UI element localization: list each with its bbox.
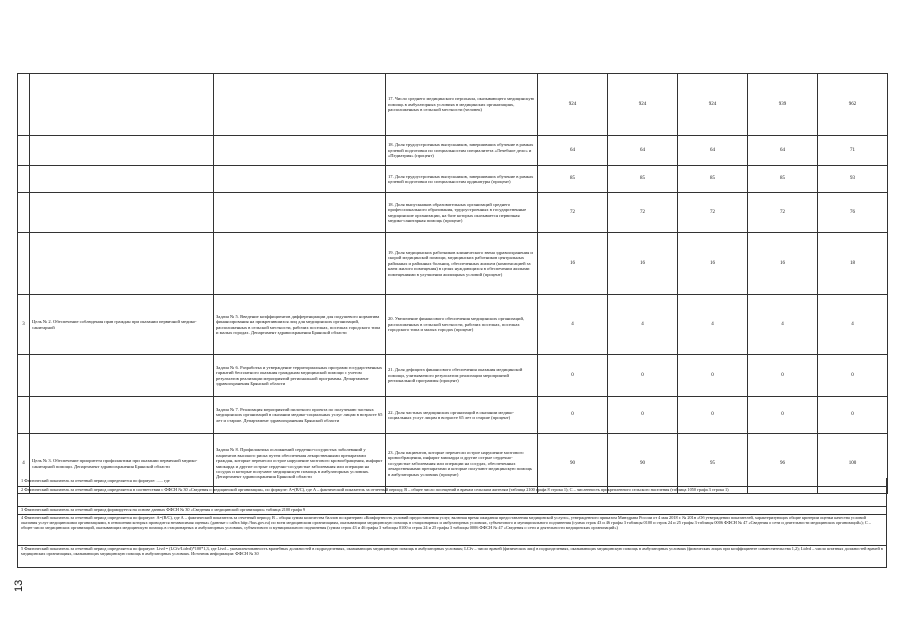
row-index-cell <box>18 193 30 233</box>
goal-cell <box>30 136 214 166</box>
value-cell: 71 <box>818 136 888 166</box>
table-row <box>18 136 888 166</box>
task-cell <box>214 233 386 295</box>
value-cell: 85 <box>538 166 608 193</box>
table-row <box>18 397 888 434</box>
footnote-2: 2 Фактический показатель за отчетный период определяется в соответствии с ФФСН № 30 «Сведения о медицинской организации», по формуле: А=(В/С), где А – фактический показатель за отчетный период; В – общее число посещений в врачам сельским жителям (таблица 2100 графа 8 строка 1); С – численность прикрепленного сельского населения (таблица 1050 графа 3 строка 1) <box>17 487 887 507</box>
value-cell: 0 <box>608 355 678 397</box>
goal-cell <box>30 355 214 397</box>
goal-cell <box>30 233 214 295</box>
value-cell: 90 <box>538 434 608 494</box>
table-row <box>18 295 888 355</box>
value-cell: 16 <box>538 233 608 295</box>
value-cell: 85 <box>748 166 818 193</box>
value-cell: 64 <box>748 136 818 166</box>
value-cell: 4 <box>748 295 818 355</box>
goal-cell: Цель № 2. Обеспечение соблюдения прав граждан при оказании первичной медико-санитарной <box>30 295 214 355</box>
indicator-cell: 21. Доля дефицита финансового обеспечения оказания медицинской помощи, учитываемого результатом реализации мероприятий региональной программы (процент) <box>386 355 538 397</box>
value-cell: 72 <box>748 193 818 233</box>
value-cell: 962 <box>818 74 888 136</box>
value-cell: 85 <box>608 166 678 193</box>
value-cell: 72 <box>678 193 748 233</box>
value-cell: 76 <box>818 193 888 233</box>
indicator-cell: 23. Доля пациентов, которые перенесли острое нарушение мозгового кровообращения, инфаркт миокарда и другие острые сердечно-сосудистые заболевания или операции на сосудах, обеспеченных лекарственными препаратами и которые получают медицинскую помощь в амбулаторных условиях (процент) <box>386 434 538 494</box>
table-row <box>18 233 888 295</box>
value-cell: 924 <box>678 74 748 136</box>
footnote-3: 3 Фактический показатель за отчетный период формируется на основе данных ФФСН № 30 «Сведения о медицинской организации» таблица 2100 графа 9 <box>17 507 887 515</box>
task-cell: Задача № 6. Разработка и утверждение территориальных программ государственных гарантий бесплатного оказания гражданам медицинской помощи с учетом результатов реализации мероприятий региональной программы. Департамент здравоохранения Брянской области <box>214 355 386 397</box>
value-cell: 0 <box>748 397 818 434</box>
task-cell <box>214 193 386 233</box>
value-cell: 93 <box>818 166 888 193</box>
indicators-table <box>17 73 888 494</box>
value-cell: 95 <box>678 434 748 494</box>
footnote-1: 1 Фактический показатель за отчетный период определяется по формуле: ...... где <box>17 478 887 487</box>
table-row <box>18 355 888 397</box>
value-cell: 0 <box>678 397 748 434</box>
task-cell <box>214 166 386 193</box>
task-cell: Задача № 5. Введение коэффициентов дифференциации для подушевого норматива финансирования на прикрепившихся лиц для медицинских организаций, расположенных в сельской местности, рабочих поселках, поселках городского типа и малых городах. Департамент здравоохранения Брянской области <box>214 295 386 355</box>
value-cell: 924 <box>538 74 608 136</box>
value-cell: 16 <box>748 233 818 295</box>
value-cell: 72 <box>538 193 608 233</box>
footnote-5: 5 Фактический показатель за отчетный период определяется по формуле: Ltvd = (LCfv/Ltdvd)*100*1,3, где Ltvd – укомплектованность врачебных должностей в подразделениях, оказывающих медицинскую помощь в амбулаторных условиях; LCfv – число врачей (физических лиц) в подразделениях, оказывающих медицинскую помощь в амбулаторных условиях (физических лицах при коэффициенте совместительства 1,2); Ltdvd – число штатных должностей врачей в медицинских организациях, оказывающих медицинскую помощь в амбулаторных условиях. Источник информации: ФФСН № 30 <box>17 546 887 568</box>
value-cell: 64 <box>678 136 748 166</box>
goal-cell <box>30 74 214 136</box>
page-number: 13 <box>13 579 25 592</box>
indicator-cell: 17. Доля трудоустроенных выпускников, завершивших обучение в рамках целевой подготовки по специальностям ординатуры (процент) <box>386 166 538 193</box>
value-cell: 4 <box>818 295 888 355</box>
goal-cell <box>30 193 214 233</box>
value-cell: 72 <box>608 193 678 233</box>
goal-cell: Цель № 3. Обеспечение приоритета профилактики при оказании первичной медико-санитарной помощи. Департамент здравоохранения Брянской области <box>30 434 214 494</box>
table-row <box>18 166 888 193</box>
row-index-cell <box>18 397 30 434</box>
indicator-cell: 19. Доля медицинских работников клинического звена здравоохранения и скорой медицинской помощи, медицинских работников центральных районных и районных больниц, обеспеченных жильем (компенсацией за наем жилого помещения) в целях нуждающихся в обеспечении жилыми помещениями в улучшении жилищных условий (процент) <box>386 233 538 295</box>
footnote-4: 4 Фактический показатель за отчетный период определяется по формуле: А=(В/С), где А – фактический показатель за отчетный период; В – общая сумма количества баллов по критерию «Комфортность условий предоставления услуг, включая время ожидания предоставления медицинской услуги», утвержденного приказом Минздрава России от 4 мая 2018 г. № 201н «Об утверждении показателей, характеризующих общие критерии оценки качества условий оказания услуг медицинскими организациями, в отношении которых проводится независимая оценка» (данные с сайта http://bus.gov.ru) по всем медицинским организациям, оказывающим медицинскую помощь в стационарных и амбулаторных условиях, субъектового и муниципального подчинения (сумма строк 43 и 46 графы 3 таблицы 0100 и строк 24 и 25 графы 3 таблицы 0006 ФФСН № 47 «Сведения о сети и деятельности медицинских организаций»); С – общее число медицинских организаций, оказывающих медицинскую помощь в стационарных и амбулаторных условиях, субъектового и муниципального подчинения (сумма строк 43 и 46 графы 3 таблицы 0100 и строк 24 и 25 графы 3 таблицы 0006 ФФСН № 47 «Сведения о сети и деятельности медицинских организаций») <box>17 515 887 546</box>
task-cell <box>214 74 386 136</box>
indicator-cell: 17. Число среднего медицинского персонала, оказывающего медицинскую помощь в амбулаторных условиях в медицинских организациях, расположенных в сельской местности (человек) <box>386 74 538 136</box>
value-cell: 0 <box>748 355 818 397</box>
value-cell: 0 <box>538 355 608 397</box>
value-cell: 18 <box>818 233 888 295</box>
row-index-cell <box>18 355 30 397</box>
task-cell <box>214 136 386 166</box>
value-cell: 4 <box>538 295 608 355</box>
value-cell: 96 <box>748 434 818 494</box>
indicator-cell: 20. Увеличение финансового обеспечения медицинских организаций, расположенных в сельской местности, рабочих поселках, поселках городского типа и малых городах (процент) <box>386 295 538 355</box>
value-cell: 0 <box>818 397 888 434</box>
value-cell: 4 <box>608 295 678 355</box>
row-index-cell <box>18 166 30 193</box>
indicator-cell: 18. Доля трудоустроенных выпускников, завершивших обучение в рамках целевой подготовки по специальностям специалитета «Лечебное дело» и «Педиатрия» (процент) <box>386 136 538 166</box>
row-index-cell <box>18 233 30 295</box>
value-cell: 16 <box>608 233 678 295</box>
row-index-cell <box>18 74 30 136</box>
table-row <box>18 74 888 136</box>
value-cell: 939 <box>748 74 818 136</box>
value-cell: 64 <box>608 136 678 166</box>
task-cell: Задача № 8. Профилактика осложнений сердечно-сосудистых заболеваний у пациентов высокого риска путем обеспечения лекарственными препаратами граждан, которые перенесли острое нарушение мозгового кровообращения, инфаркт миокарда и другие острые сердечно-сосудистые заболевания или операции на сосудах и которые получают медицинскую помощь в амбулаторных условиях. Департамент здравоохранения Брянской области <box>214 434 386 494</box>
table-row <box>18 193 888 233</box>
goal-cell <box>30 166 214 193</box>
value-cell: 0 <box>678 355 748 397</box>
indicator-cell: 18. Доля выпускников образовательных организаций среднего профессионального образования, трудоустроенных в государственные медицинские организации, на базе которых оказывается первичная медико-санитарная помощь (процент) <box>386 193 538 233</box>
value-cell: 0 <box>818 355 888 397</box>
task-cell: Задача № 7. Реализация мероприятий пилотного проекта по получению частных медицинских организаций в оказании медико-социальных услуг лицам в возрасте 65 лет и старше. Департамент здравоохранения Брянской области <box>214 397 386 434</box>
value-cell: 64 <box>538 136 608 166</box>
indicator-cell: 22. Доля частных медицинских организаций в оказании медико-социальных услуг лицам в возрасте 65 лет и старше (процент) <box>386 397 538 434</box>
value-cell: 16 <box>678 233 748 295</box>
value-cell: 924 <box>608 74 678 136</box>
row-index-cell: 3 <box>18 295 30 355</box>
row-index-cell: 4 <box>18 434 30 494</box>
value-cell: 90 <box>608 434 678 494</box>
value-cell: 100 <box>818 434 888 494</box>
value-cell: 4 <box>678 295 748 355</box>
value-cell: 0 <box>538 397 608 434</box>
row-index-cell <box>18 136 30 166</box>
goal-cell <box>30 397 214 434</box>
value-cell: 85 <box>678 166 748 193</box>
value-cell: 0 <box>608 397 678 434</box>
